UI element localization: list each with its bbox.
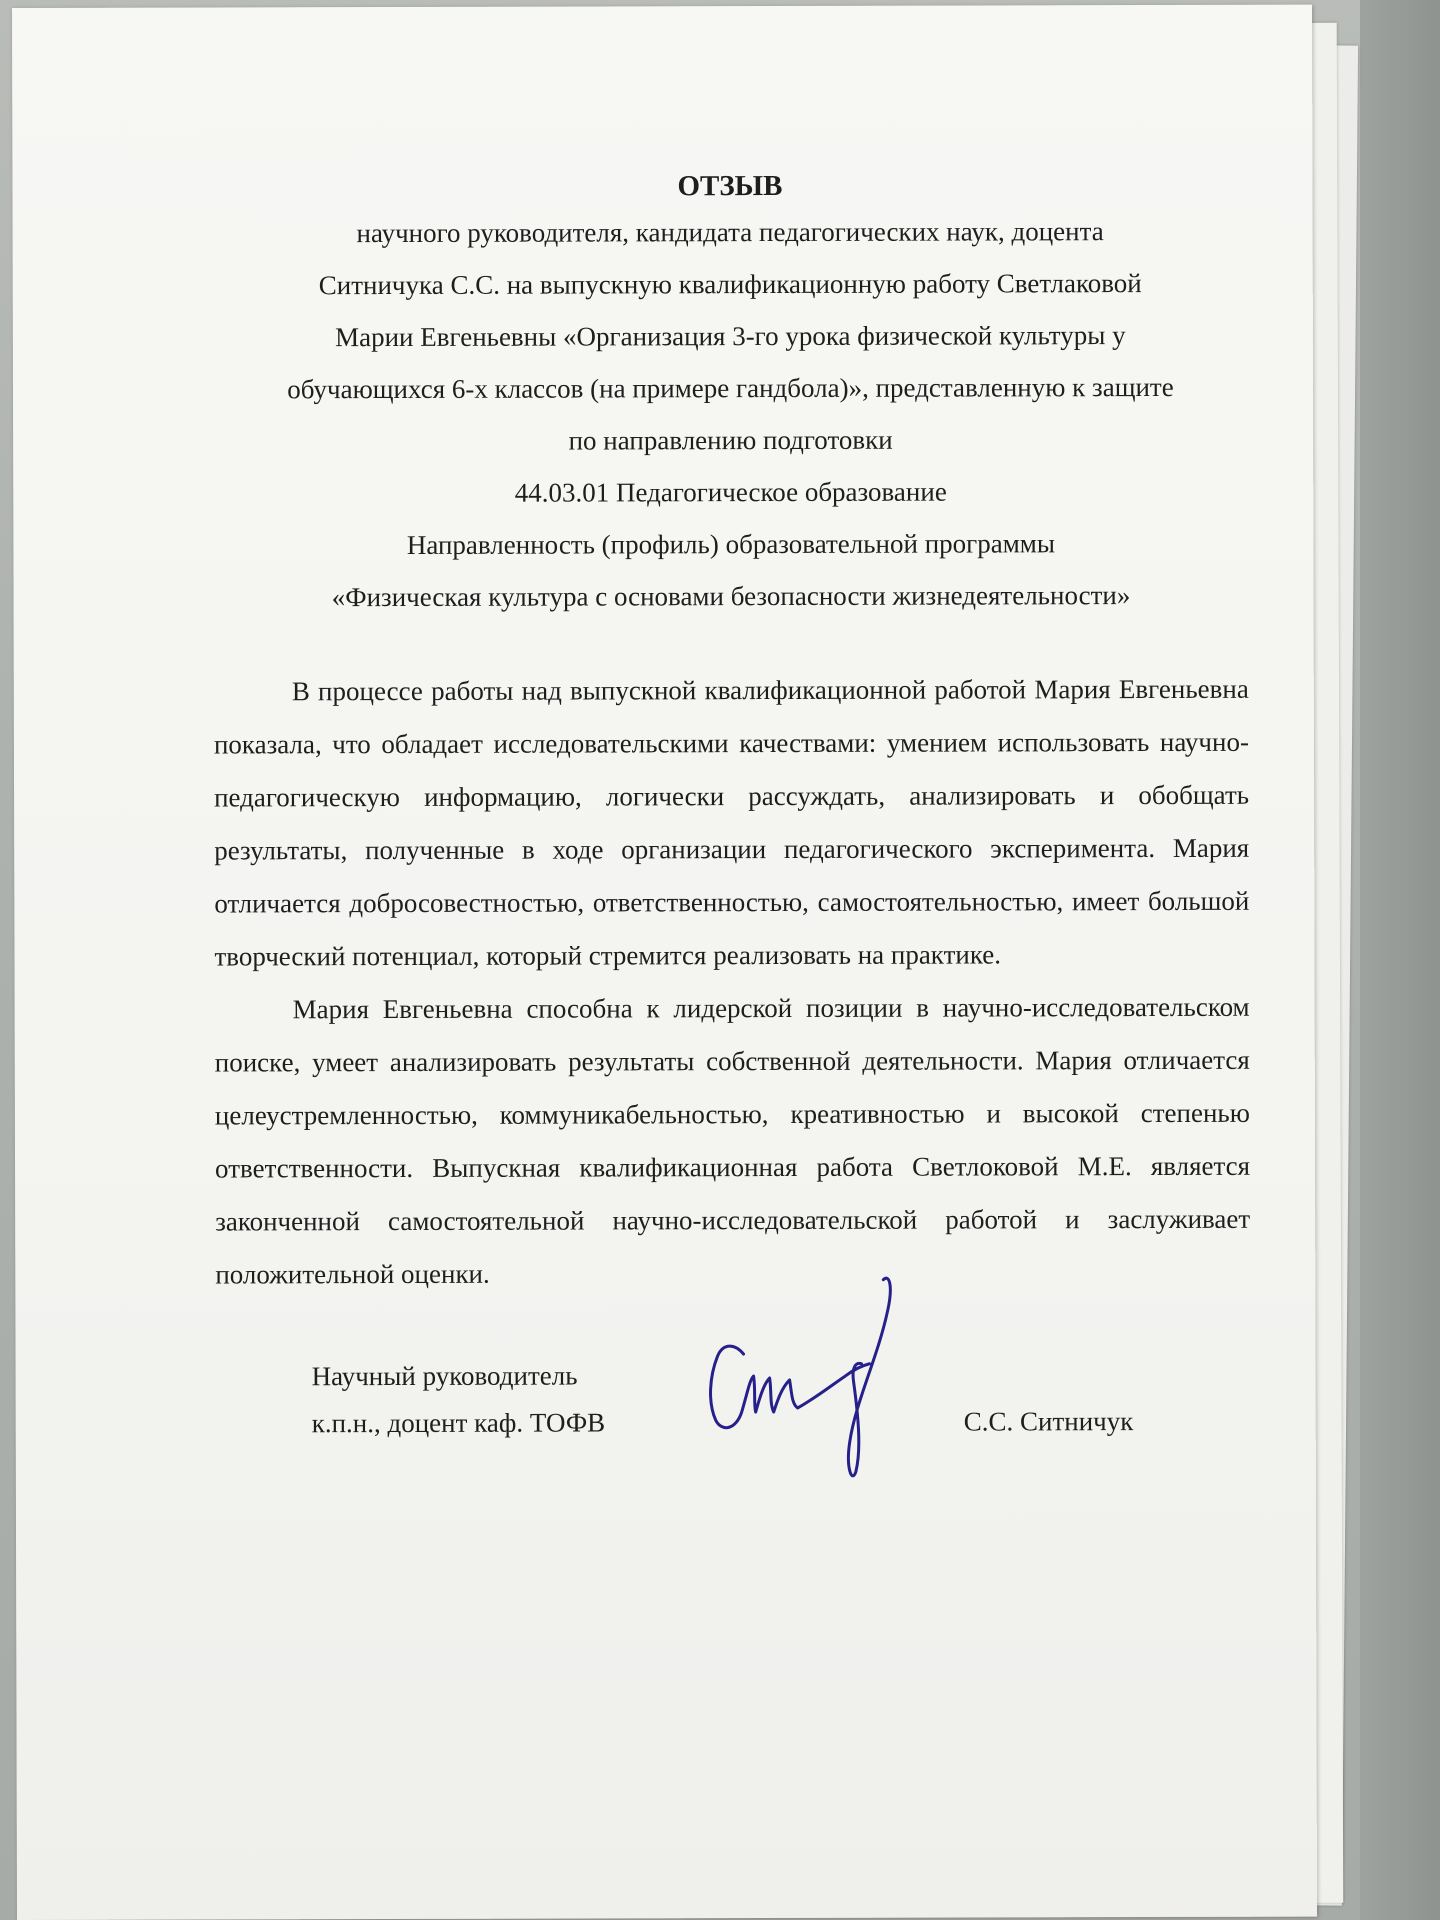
review-body — [214, 663, 1251, 1302]
signatory-position: к.п.н., доцент каф. ТОФВ — [311, 1407, 606, 1439]
signatory-title — [312, 1352, 606, 1447]
signatory-name: С.С. Ситничук — [963, 1406, 1134, 1437]
heading-line: обучающихся 6-х классов (на примере гандбола)», представленную к защите — [287, 371, 1174, 405]
body-paragraph: В процессе работы над выпускной квалификационной работой Мария Евгеньевна показала, что обладает исследовательскими качествами: умением использовать научно-педагогическую информацию, логически рассуждать, анализировать и обобщать результаты, полученные в ходе организации педагогического эксперимента. Мария отличается добросовестностью, ответственностью, самостоятельностью, имеет большой творческий потенциал, который стремится реализовать на практике. — [213, 673, 1250, 972]
heading-line: Ситничука С.С. на выпускную квалификационную работу Светлаковой — [318, 268, 1142, 301]
document-content — [212, 165, 1251, 1534]
heading-line: научного руководителя, кандидата педагогических наук, доцента — [356, 216, 1104, 249]
heading-line: Направленность (профиль) образовательной программы — [406, 528, 1056, 560]
heading-line: 44.03.01 Педагогическое образование — [514, 476, 947, 508]
document-page — [12, 5, 1317, 1920]
signature-block — [216, 1351, 1251, 1534]
heading-line: «Физическая культура с основами безопасности жизнедеятельности» — [331, 580, 1131, 613]
handwritten-signature — [705, 1272, 916, 1488]
heading-line: Марии Евгеньевны «Организация 3-го урока физической культуры у — [335, 320, 1126, 353]
document-heading — [212, 165, 1248, 624]
table-background — [1360, 0, 1440, 1920]
signatory-role: Научный руководитель — [311, 1360, 578, 1392]
heading-line: по направлению подготовки — [568, 424, 893, 456]
document-title: ОТЗЫВ — [677, 169, 783, 203]
body-paragraph: Мария Евгеньевна способна к лидерской позиции в научно-исследовательском поиске, умеет анализировать результаты собственной деятельности. Мария отличается целеустремленностью, коммуникабельностью, креативностью и высокой степенью ответственности. Выпускная квалификационная работа Светлоковой М.Е. является законченной самостоятельной научно-исследовательской работой и заслуживает положительной оценки. — [214, 991, 1251, 1290]
